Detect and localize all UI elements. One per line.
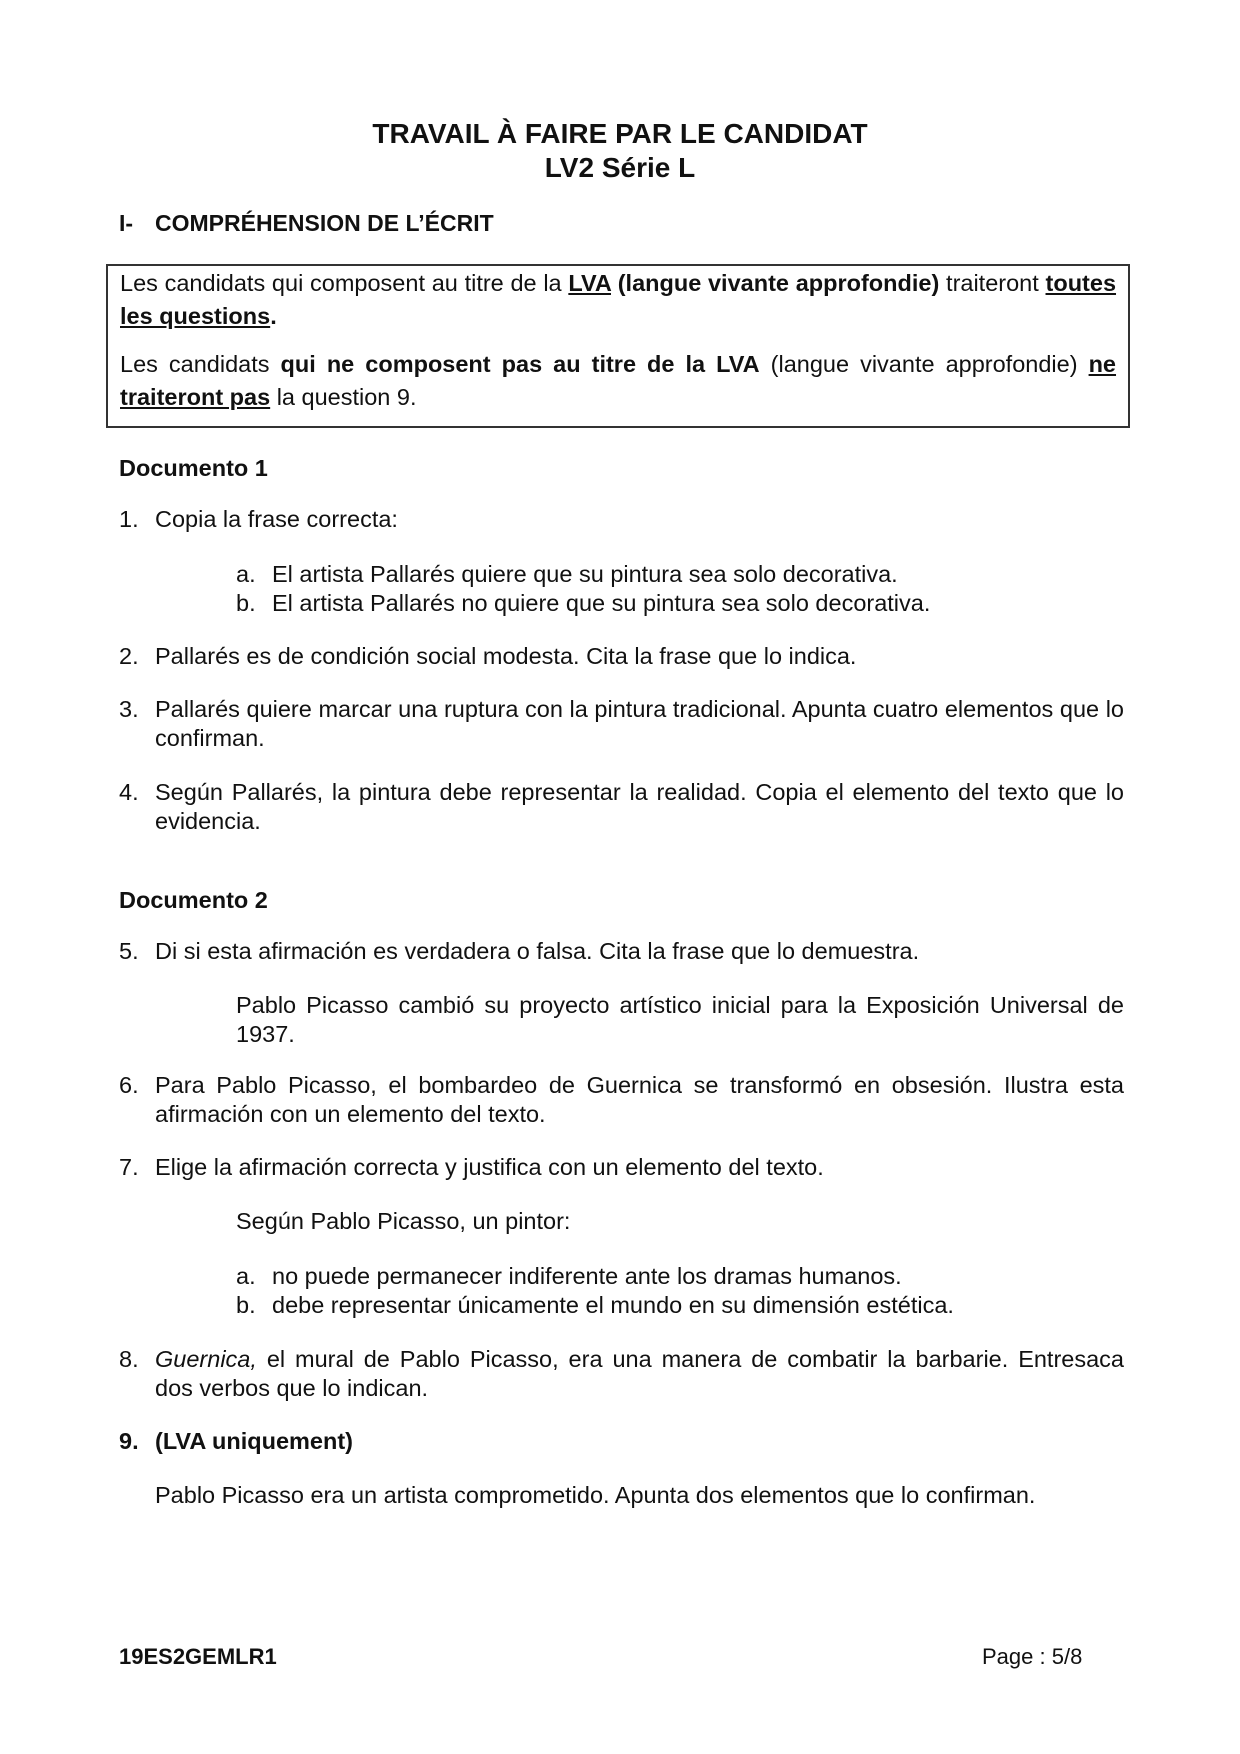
section-title: COMPRÉHENSION DE L’ÉCRIT [155,210,494,236]
page-number: Page : 5/8 [982,1644,1083,1669]
exam-page: TRAVAIL À FAIRE PAR LE CANDIDAT LV2 Série L I- COMPRÉHENSION DE L’ÉCRIT Les candidats qui composent au titre de la LVA (langue vivante approfondie) traiteront toutes les questions. Les candidats qui ne composent pas au titre de la LVA (langue vivante approfondie) ne traiteront pas la question 9. Documento 1 1. Copia la frase correcta: a. El artista Pallarés quiere que su pintura sea solo decorativa. b. El artista Pallarés no quiere que su pintura sea solo decorativa. 2. Pallarés es de condición social modesta. Cita la frase que lo indica. 3. Pallarés quiere marcar una ruptura con la pintura tradicional. Apunta cuatro elementos que lo confirman. 4. Según Pallarés, la pintura debe representar la realidad. Copia el elemento del texto que lo evidencia. Documento 2 5. Di si esta afirmación es verdadera o falsa. Cita la frase que lo demuestra. Pablo Picasso cambió su proyecto artístico inicial para la Exposición Universal de 1937. 6. Para Pablo Picasso, el bombardeo de Guernica se transformó en obsesión. Ilustra esta afirmación con un elemento del texto. 7. Elige la afirmación correcta y justifica con un elemento del texto. Según Pablo Picasso, un pintor: a. no puede permanecer indiferente ante los dramas humanos. b. debe representar únicamente el mundo en su dimensión estética. 8. Guernica, el mural de Pablo Picasso, era una manera de combatir la barbarie. Entresaca dos verbos que lo indican. 9. (LVA uniquement) Pablo Picasso era un artista comprometido. Apunta dos elementos que lo confirman. 19ES2GEMLR1 Page : 5/8 [0,0,1240,1754]
instructions-paragraph-1: Les candidats qui composent au titre de la LVA (langue vivante approfondie) traiteront toutes les questions. [120,270,1117,329]
question-7-lead: Según Pablo Picasso, un pintor: [236,1208,571,1234]
question-7-option-a: a. no puede permanecer indiferente ante los dramas humanos. [236,1263,902,1289]
instructions-box [106,264,1130,428]
section-heading [119,210,494,237]
question-9-text: Pablo Picasso era un artista comprometido. Apunta dos elementos que lo confirman. [155,1482,1036,1508]
question-7-option-b: b. debe representar únicamente el mundo en su dimensión estética. [236,1292,954,1318]
instructions-paragraph-2: Les candidats qui ne composent pas au titre de la LVA (langue vivante approfondie) ne traiteront pas la question 9. [120,351,1117,410]
question-5-statement: Pablo Picasso cambió su proyecto artístico inicial para la Exposición Universal de 1937. [236,992,1124,1047]
document-2-heading: Documento 2 [119,887,268,913]
guernica-title: Guernica, [155,1346,257,1372]
page-title: TRAVAIL À FAIRE PAR LE CANDIDAT [372,118,868,149]
exam-code: 19ES2GEMLR1 [119,1644,277,1669]
lva-label: LVA [568,270,611,296]
section-number: I- [119,210,134,236]
page-subtitle: LV2 Série L [544,152,696,183]
document-1-heading: Documento 1 [119,455,268,481]
question-1-option-a: a. El artista Pallarés quiere que su pintura sea solo decorativa. [236,561,898,587]
question-1-option-b: b. El artista Pallarés no quiere que su pintura sea solo decorativa. [236,590,931,616]
not-treated-label: ne traiteront pas [120,351,1117,410]
all-questions-label: toutes les questions [120,270,1117,329]
